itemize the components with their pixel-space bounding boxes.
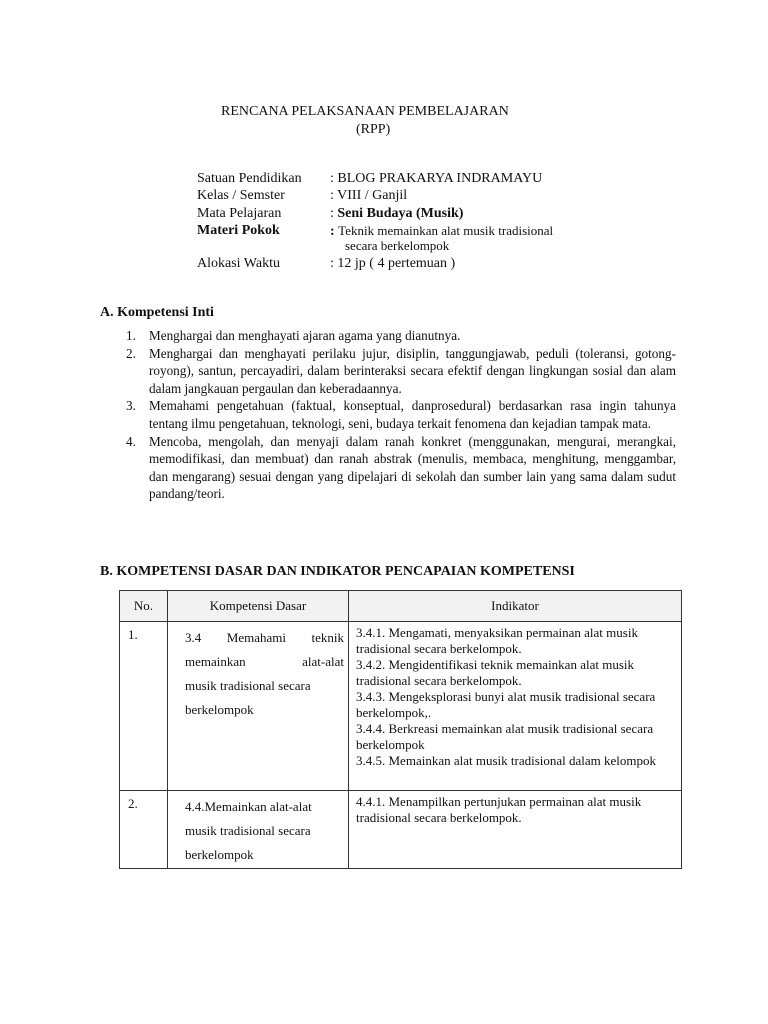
identity-colon: :	[330, 224, 339, 239]
kd-text-line: musik tradisional secara	[185, 678, 311, 693]
identity-value: : BLOG PRAKARYA INDRAMAYU	[330, 171, 543, 186]
kd-text-line: memainkan alat-alat	[185, 654, 344, 669]
kd-text-line: 3.4 Memahami teknik	[185, 630, 344, 645]
list-item	[126, 327, 676, 345]
column-header-basic-competency: Kompetensi Dasar	[168, 591, 349, 622]
list-item-number: 2.	[126, 345, 136, 361]
identity-subject-value: Seni Budaya (Musik)	[337, 206, 464, 221]
indicator-item: 3.4.1. Mengamati, menyaksikan permainan alat musik tradisional secara berkelompok.	[356, 625, 638, 656]
identity-label: Kelas / Semster	[197, 188, 285, 203]
indicator-item: 3.4.3. Mengeksplorasi bunyi alat musik tradisional secara berkelompok,.	[356, 689, 656, 720]
indicator-item: 4.4.1. Menampilkan pertunjukan permainan alat musik tradisional secara berkelompok.	[356, 794, 642, 825]
identity-label: Alokasi Waktu	[197, 256, 280, 271]
kd-text-line: berkelompok	[185, 702, 254, 717]
list-item	[126, 397, 676, 432]
list-item-number: 1.	[126, 328, 136, 343]
identity-topic-value-line2: secara berkelompok	[345, 238, 450, 253]
cell-indicator	[349, 622, 682, 791]
indicator-item: 3.4.5. Memainkan alat musik tradisional dalam kelompok	[356, 753, 657, 768]
document-title: RENCANA PELAKSANAAN PEMBELAJARAN	[221, 104, 509, 119]
cell-indicator	[349, 791, 682, 869]
identity-label: Mata Pelajaran	[197, 206, 282, 221]
competency-table	[119, 590, 682, 869]
identity-value: : VIII / Ganjil	[330, 188, 408, 203]
list-item-text: Mencoba, mengolah, dan menyaji dalam ranah konkret (menggunakan, mengurai, merangkai, memodifikasi, dan membuat) dan ranah abstrak (menulis, membaca, menghitung, menggambar, dan mengarang) sesuai dengan yang dipelajari di sekolah dan sumber lain yang sama dalam sudut pandang/teori.	[149, 433, 676, 502]
list-item-number: 3.	[126, 398, 136, 414]
cell-basic-competency	[168, 791, 349, 869]
identity-value	[330, 206, 463, 222]
list-item-number: 4.	[126, 433, 136, 449]
identity-colon: :	[330, 206, 338, 221]
kd-text-line: musik tradisional secara	[185, 823, 311, 838]
table-row	[120, 791, 682, 869]
kd-text-line: berkelompok	[185, 847, 254, 862]
table-header-row	[120, 591, 682, 622]
table-row	[120, 622, 682, 791]
core-competency-list	[126, 327, 676, 503]
list-item	[126, 345, 676, 398]
section-b-heading: B. KOMPETENSI DASAR DAN INDIKATOR PENCAPAIAN KOMPETENSI	[100, 564, 575, 579]
column-header-indicator: Indikator	[349, 591, 682, 622]
identity-label: Satuan Pendidikan	[197, 171, 302, 186]
cell-no: 2.	[120, 791, 168, 869]
indicator-item: 3.4.2. Mengidentifikasi teknik memainkan alat musik tradisional secara berkelompok.	[356, 657, 635, 688]
cell-basic-competency	[168, 622, 349, 791]
identity-label: Materi Pokok	[197, 223, 280, 238]
list-item-text: Memahami pengetahuan (faktual, konseptual, danprosedural) berdasarkan rasa ingin tahunya tentang ilmu pengetahuan, teknologi, seni, budaya terkait fenomena dan kejadian tampak mata.	[149, 398, 676, 431]
identity-topic-value: Teknik memainkan alat musik tradisional	[338, 223, 554, 238]
indicator-item: 3.4.4. Berkreasi memainkan alat musik tradisional secara berkelompok	[356, 721, 654, 752]
list-item	[126, 433, 676, 503]
identity-value: : 12 jp ( 4 pertemuan )	[330, 256, 456, 271]
document-subtitle: (RPP)	[356, 122, 391, 137]
list-item-text: Menghargai dan menghayati perilaku jujur, disiplin, tanggungjawab, peduli (toleransi, gotong-royong), santun, percayadiri, dalam berinteraksi secara efektif dengan lingkungan sosial dan alam dalam jangkauan pergaulan dan keberadaannya.	[149, 345, 676, 396]
cell-no: 1.	[120, 622, 168, 791]
kd-text-line: 4.4.Memainkan alat-alat	[185, 799, 312, 814]
column-header-no: No.	[120, 591, 168, 622]
section-a-heading: A. Kompetensi Inti	[100, 305, 214, 320]
list-item-text: Menghargai dan menghayati ajaran agama yang dianutnya.	[149, 328, 461, 343]
